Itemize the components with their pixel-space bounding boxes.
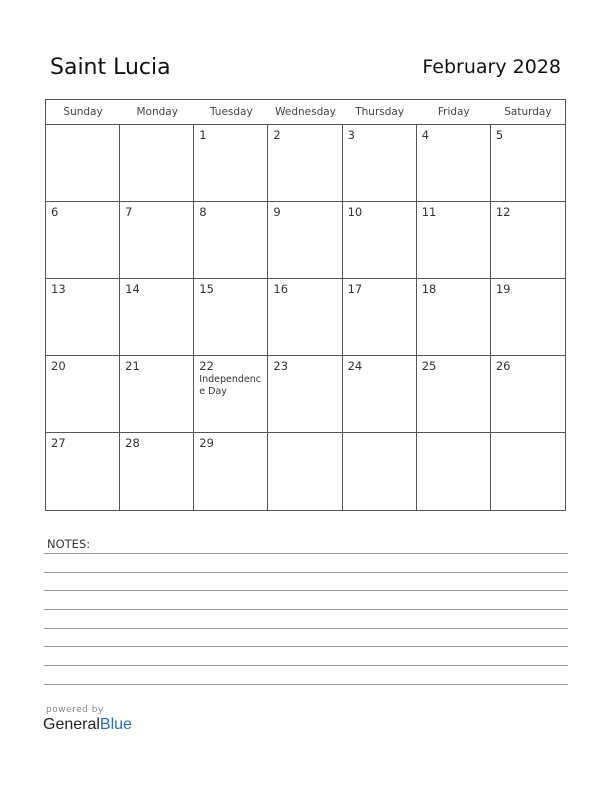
day-number: 26 [495,359,511,373]
day-cell-27 [46,433,120,510]
notes-line [44,646,568,647]
day-cell-5 [491,125,565,202]
weekday-monday: Monday [136,106,178,118]
day-cell-6 [46,202,120,279]
day-cell-16 [268,279,342,356]
day-cell-22 [194,356,268,433]
day-cell-19 [491,279,565,356]
day-cell-17 [343,279,417,356]
day-number: 4 [421,128,430,142]
month-year-title: February 2028 [422,56,561,78]
day-cell-1 [194,125,268,202]
day-number: 25 [421,359,437,373]
day-number: 24 [347,359,363,373]
day-cell-12 [491,202,565,279]
generalblue-logo[interactable] [43,716,132,734]
day-number: 6 [51,205,59,219]
empty-day-cell [343,433,417,510]
day-number: 5 [495,128,504,142]
holiday-event: Independence Day [199,374,261,397]
day-number: 8 [199,205,207,219]
country-title: Saint Lucia [50,55,171,80]
day-number: 27 [51,436,66,450]
day-cell-24 [343,356,417,433]
day-cell-20 [46,356,120,433]
weekday-header-row [46,100,565,125]
day-cell-23 [268,356,342,433]
weekday-tuesday: Tuesday [209,106,253,118]
day-cell-15 [194,279,268,356]
day-cell-18 [417,279,491,356]
empty-day-cell [417,433,491,510]
day-cell-14 [120,279,194,356]
day-cell-21 [120,356,194,433]
day-number: 20 [51,359,66,373]
day-number: 28 [125,436,140,450]
day-number: 22 [199,359,214,373]
brand-general-text: General [43,716,100,733]
weekday-wednesday: Wednesday [275,106,336,118]
day-cell-26 [491,356,565,433]
day-cell-25 [417,356,491,433]
weekday-thursday: Thursday [355,106,405,118]
day-number: 29 [199,436,214,450]
notes-line [44,553,568,554]
weekday-sunday: Sunday [63,106,103,118]
day-number: 19 [495,282,511,296]
powered-by-text: powered by [46,705,104,715]
notes-line [44,665,568,666]
day-number: 11 [421,205,437,219]
notes-label: NOTES: [47,537,91,551]
empty-day-cell [46,125,120,202]
day-cell-13 [46,279,120,356]
day-cell-7 [120,202,194,279]
notes-line [44,590,568,591]
day-cell-4 [417,125,491,202]
notes-line [44,628,568,629]
notes-line [44,572,568,573]
day-number: 21 [125,359,140,373]
day-cell-28 [120,433,194,510]
day-cell-3 [343,125,417,202]
empty-day-cell [491,433,565,510]
day-number: 17 [347,282,363,296]
day-number: 18 [421,282,437,296]
day-grid [46,125,565,510]
day-number: 23 [273,359,289,373]
day-number: 12 [495,205,511,219]
day-number: 16 [273,282,289,296]
weekday-friday: Friday [437,106,470,118]
calendar-grid [45,99,566,511]
day-number: 2 [273,128,281,142]
day-number: 7 [125,205,133,219]
day-number: 9 [273,205,281,219]
day-number: 1 [199,128,207,142]
day-cell-29 [194,433,268,510]
day-number: 10 [347,205,363,219]
day-cell-8 [194,202,268,279]
day-cell-11 [417,202,491,279]
day-cell-2 [268,125,342,202]
day-number: 15 [199,282,214,296]
day-cell-10 [343,202,417,279]
brand-blue-text: Blue [99,716,132,733]
empty-day-cell [268,433,342,510]
day-cell-9 [268,202,342,279]
day-number: 3 [347,128,355,142]
day-number: 14 [125,282,140,296]
notes-line [44,609,568,610]
empty-day-cell [120,125,194,202]
notes-line [44,684,568,685]
weekday-saturday: Saturday [504,106,552,118]
day-number: 13 [51,282,66,296]
